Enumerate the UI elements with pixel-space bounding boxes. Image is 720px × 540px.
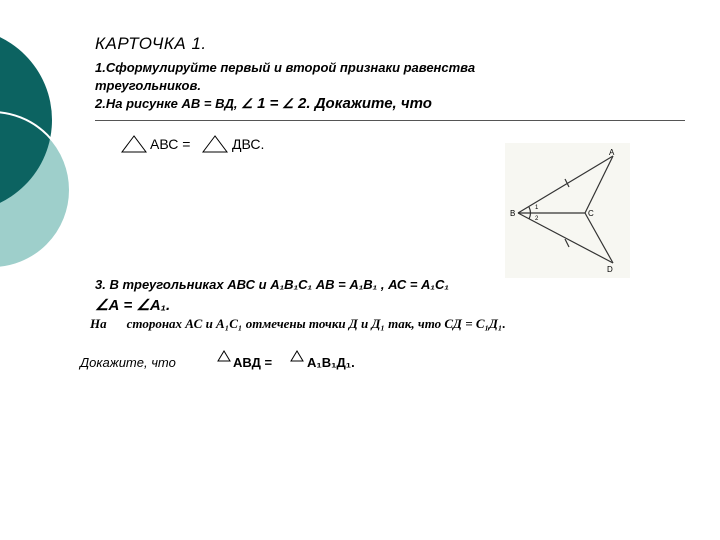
point-b-label: B [510,209,516,218]
triangle-a1b1d1-label: А₁В₁Д₁. [307,355,355,370]
triangle-icon [201,134,229,154]
angle-icon: ∠ [241,96,253,111]
triangle-icon [120,134,148,154]
task-3-line-2 [95,296,170,314]
question-2-angle-2: 2. Докажите, что [298,95,432,112]
question-1-line-1: 1.Сформулируйте первый и второй признаки равенства [95,60,476,75]
task-3-prove-label: Докажите, что [80,355,176,370]
task-3-line-3 [90,316,506,332]
point-c-label: C [588,209,594,218]
triangle-abc-label: АВС = [150,136,191,152]
point-a-label: A [609,148,615,157]
question-2-angle-1: 1 = [257,95,279,112]
point-d-label: D [607,265,613,274]
card-title: КАРТОЧКА 1. [95,34,207,53]
decorative-circles [0,0,80,290]
triangle-figure [505,143,630,278]
angle-1-label: 1 [535,205,539,211]
triangle-icon [290,350,304,362]
question-2 [95,95,432,112]
question-1-line-2: треугольников. [95,78,201,93]
question-2-text: 2.На рисунке АВ = ВД, [95,96,238,111]
angle-icon: ∠ [95,297,109,314]
task-3-line-3-start: На [90,316,107,331]
triangle-abd-label: АВД = [233,355,273,370]
divider-line [95,120,685,121]
task-3-angle-equality: А = ∠А₁. [108,297,171,314]
task-3-line-1: 3. В треугольниках АВС и А₁В₁С₁ АВ = А₁В₁ , АС = А₁С₁ [95,277,449,292]
triangle-dbc-label: ДВС. [232,136,265,152]
task-3-line-3-rest: сторонах АС и А₁С₁ отмечены точки Д и Д₁ так, что СД = С₁Д₁. [126,316,506,331]
triangle-icon [217,350,231,362]
angle-2-label: 2 [535,216,539,222]
angle-icon: ∠ [282,96,294,111]
